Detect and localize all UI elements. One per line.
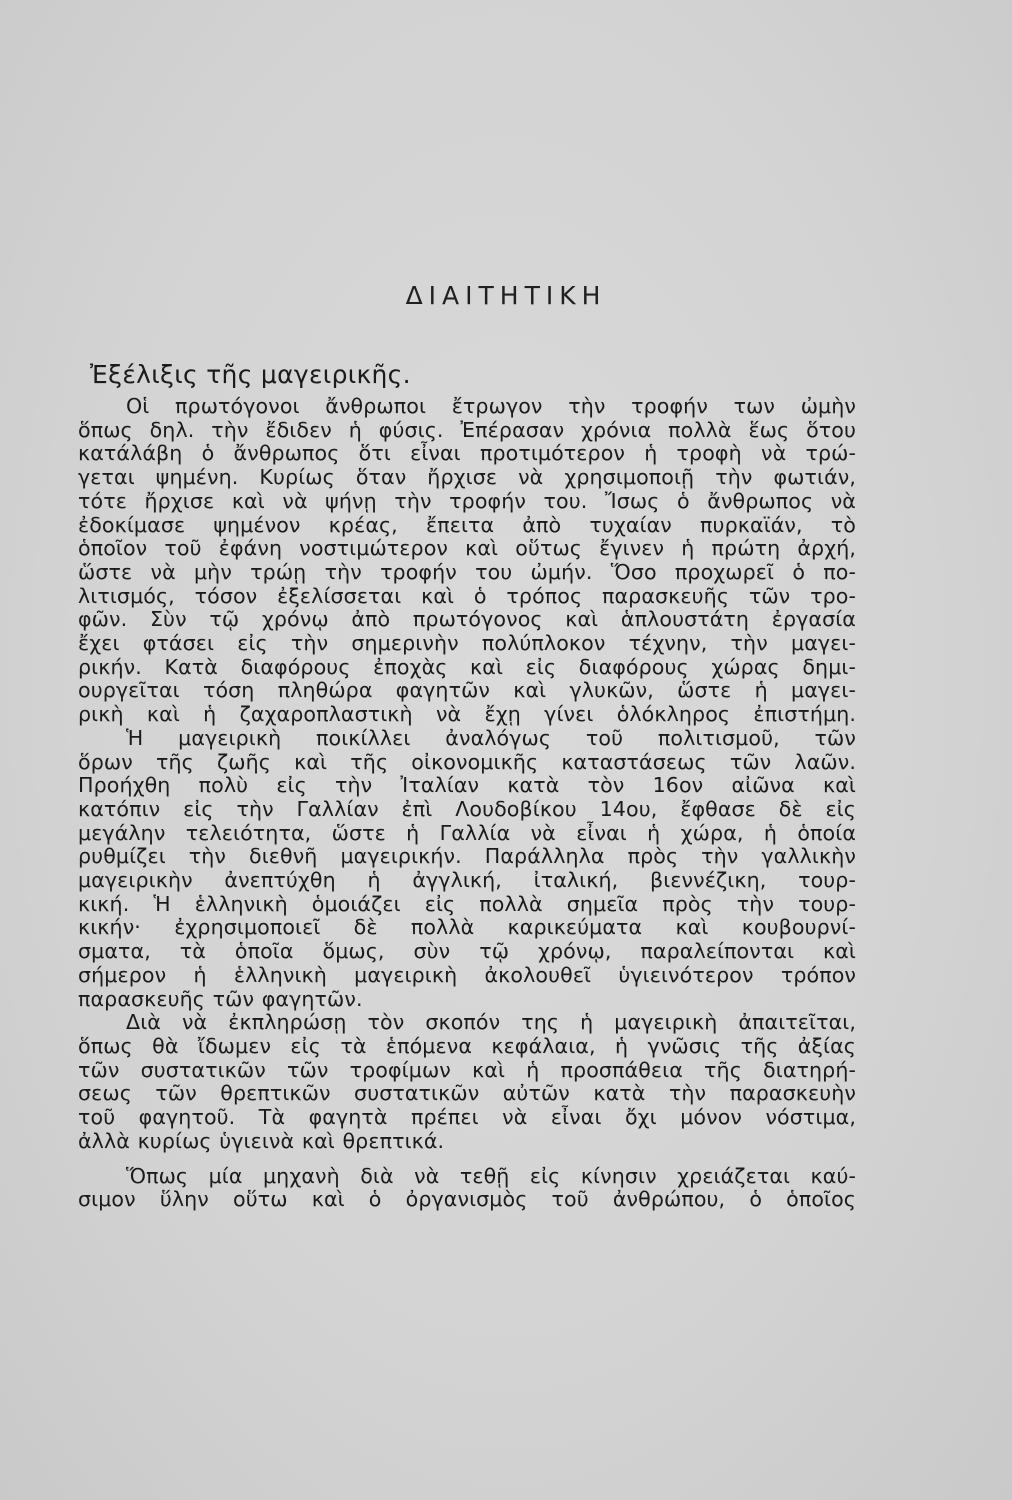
text-line: μαγειρικὴν ἀνεπτύχθη ἡ ἀγγλική, ἰταλική, βιεννέζικη, τουρ- — [78, 868, 856, 893]
text-line: τότε ἤρχισε καὶ νὰ ψήνῃ τὴν τροφήν του. Ἴσως ὁ ἄνθρωπος νὰ — [78, 488, 856, 513]
text-line: μεγάλην τελειότητα, ὥστε ἡ Γαλλία νὰ εἶναι ἡ χώρα, ἡ ὁποία — [78, 820, 856, 845]
text-line: ρυθμίζει τὴν διεθνῆ μαγειρικήν. Παράλληλα πρὸς τὴν γαλλικὴν — [78, 844, 856, 869]
text-line: ὅπως θὰ ἴδωμεν εἰς τὰ ἑπόμενα κεφάλαια, ἡ γνῶσις τῆς ἀξίας — [78, 1033, 856, 1058]
text-line: Οἱ πρωτόγονοι ἄνθρωποι ἔτρωγον τὴν τροφήν των ὠμὴν — [126, 394, 856, 418]
text-line: ὥστε νὰ μὴν τρώῃ τὴν τροφήν του ὠμήν. Ὅσο προχωρεῖ ὁ πο- — [78, 559, 856, 584]
text-line: κικήν· ἐχρησιμοποιεῖ δὲ πολλὰ καρικεύματα καὶ κουβουρνί- — [78, 915, 856, 940]
chapter-title: ΔΙΑΙΤΗΤΙΚΗ — [405, 281, 607, 310]
text-line: ἐδοκίμασε ψημένον κρέας, ἔπειτα ἀπὸ τυχαίαν πυρκαϊάν, τὸ — [78, 512, 856, 537]
text-line: ἔχει φτάσει εἰς τὴν σημερινὴν πολύπλοκον τέχνην, τὴν μαγει- — [78, 631, 856, 656]
paragraph-2 — [78, 727, 856, 1011]
text-line: Διὰ νὰ ἐκπληρώσῃ τὸν σκοπόν της ἡ μαγειρικὴ ἀπαιτεῖται, — [126, 1010, 856, 1035]
text-line: Ὅπως μία μηχανὴ διὰ νὰ τεθῇ εἰς κίνησιν χρειάζεται καύ- — [126, 1163, 856, 1188]
paragraph-4 — [78, 1165, 856, 1212]
page-content — [78, 355, 856, 1212]
text-line: γεται ψημένη. Κυρίως ὅταν ἤρχισε νὰ χρησιμοποιῇ τὴν φωτιάν, — [78, 465, 856, 490]
text-line: τῶν συστατικῶν τῶν τροφίμων καὶ ἡ προσπάθεια τῆς διατηρή- — [78, 1057, 856, 1082]
text-line: φῶν. Σὺν τῷ χρόνῳ ἀπὸ πρωτόγονος καὶ ἁπλουστάτη ἐργασία — [78, 607, 856, 632]
text-line: ουργεῖται τόση πληθώρα φαγητῶν καὶ γλυκῶν, ὥστε ἡ μαγει- — [78, 678, 856, 703]
text-line: κική. Ἡ ἑλληνικὴ ὁμοιάζει εἰς πολλὰ σημεῖα πρὸς τὴν τουρ- — [78, 891, 856, 916]
text-line: ρικὴ καὶ ἡ ζαχαροπλαστικὴ νὰ ἔχῃ γίνει ὁλόκληρος ἐπιστήμη. — [78, 702, 856, 727]
paragraph-3 — [78, 1011, 856, 1153]
text-line: ἀλλὰ κυρίως ὑγιεινὰ καὶ θρεπτικά. — [78, 1128, 445, 1153]
text-line: τοῦ φαγητοῦ. Τὰ φαγητὰ πρέπει νὰ εἶναι ὄχι μόνον νόστιμα, — [78, 1105, 856, 1130]
text-line: ὅπως δηλ. τὴν ἔδιδεν ἡ φύσις. Ἐπέρασαν χρόνια πολλὰ ἕως ὅτου — [78, 417, 856, 442]
text-line: λιτισμός, τόσον ἐξελίσσεται καὶ ὁ τρόπος παρασκευῆς τῶν τρο- — [78, 583, 856, 608]
text-line: σματα, τὰ ὁποῖα ὅμως, σὺν τῷ χρόνῳ, παραλείπονται καὶ — [78, 939, 856, 964]
text-line: παρασκευῆς τῶν φαγητῶν. — [78, 986, 363, 1011]
text-line: ὁποῖον τοῦ ἐφάνη νοστιμώτερον καὶ οὕτως ἔγινεν ἡ πρώτη ἀρχή, — [78, 536, 856, 561]
paragraph-1 — [78, 395, 856, 727]
text-line: ρικήν. Κατὰ διαφόρους ἐποχὰς καὶ εἰς διαφόρους χώρας δημι- — [78, 654, 856, 679]
text-line: κατάλάβη ὁ ἄνθρωπος ὅτι εἶναι προτιμότερον ἡ τροφὴ νὰ τρώ- — [78, 441, 856, 466]
text-line: κατόπιν εἰς τὴν Γαλλίαν ἐπὶ Λουδοβίκου 14ου, ἔφθασε δὲ εἰς — [78, 796, 856, 821]
text-line: σήμερον ἡ ἑλληνικὴ μαγειρικὴ ἀκολουθεῖ ὑγιεινότερον τρόπον — [78, 962, 856, 987]
text-line: σεως τῶν θρεπτικῶν συστατικῶν αὐτῶν κατὰ τὴν παρασκευὴν — [78, 1081, 856, 1106]
text-line: Προήχθη πολὺ εἰς τὴν Ἰταλίαν κατὰ τὸν 16ον αἰῶνα καὶ — [78, 773, 856, 798]
section-heading: Ἐξέλιξις τῆς μαγειρικῆς. — [90, 360, 411, 389]
text-line: ὅρων τῆς ζωῆς καὶ τῆς οἰκονομικῆς καταστάσεως τῶν λαῶν. — [78, 749, 856, 774]
text-line: Ἡ μαγειρικὴ ποικίλλει ἀναλόγως τοῦ πολιτισμοῦ, τῶν — [126, 725, 856, 750]
text-line: σιμον ὕλην οὕτω καὶ ὁ ὀργανισμὸς τοῦ ἀνθρώπου, ὁ ὁποῖος — [78, 1187, 856, 1212]
